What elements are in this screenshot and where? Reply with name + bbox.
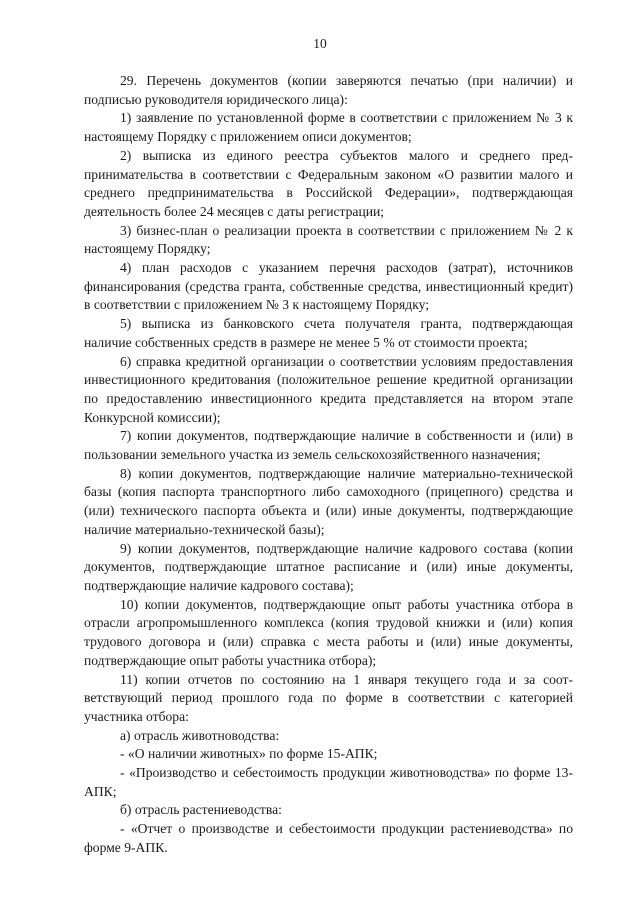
paragraph-item-6: 6) справка кредитной организации о соответствии условиям предоставления инвестиционного кредитования (положительное решение кредитной организации по предоставлению инвестиционного кредита представляется на втором этапе Конкурсной комиссии);	[84, 353, 573, 425]
paragraph-item-2: 2) выписка из единого реестра субъектов малого и среднего предпринимательства в соответствии с Федеральным законом «О развитии малого и среднего предпринимательства в Российской Федерации», подтверждающая деятельность более 24 месяцев с даты регистрации;	[84, 147, 573, 219]
paragraph-livestock: а) отрасль животноводства:	[120, 727, 280, 743]
paragraph-item-1: 1) заявление по установленной форме в соответствии с приложением № 3 к настоящему Порядку с приложением описи документов;	[84, 110, 573, 145]
document-body	[84, 72, 573, 858]
paragraph-item-5: 5) выписка из банковского счета получателя гранта, подтверждающая наличие собственных средств в размере не менее 5 % от стоимости проекта;	[84, 316, 573, 350]
paragraph-form-9-apk: - «Отчет о производстве и себестоимости продукции растениеводства» по форме 9-АПК.	[84, 821, 573, 855]
paragraph-item-4: 4) план расходов с указанием перечня расходов (затрат), источников финансирования (средства гранта, собственные средства, инвестиционный кредит) в соответствии с приложением № 3 к настоящему Порядку;	[84, 260, 573, 313]
paragraph-item-8: 8) копии документов, подтверждающие наличие материально-технической базы (копия паспорта транспортного либо самоходного (прицепного) средства и (или) технического паспорта объекта и (или) иные документы, подтверждающие наличие материально-технической базы);	[84, 465, 573, 537]
paragraph-crops: б) отрасль растениеводства:	[120, 802, 282, 818]
paragraph-form-13-apk: - «Производство и себестоимость продукции животноводства» по форме 13-АПК;	[84, 765, 573, 799]
paragraph-item-9: 9) копии документов, подтверждающие наличие кадрового состава (копии документов, подтверждающие штатное расписание и (или) иные документы, подтверждающие наличие кадрового состава);	[84, 540, 573, 593]
paragraph-item-10: 10) копии документов, подтверждающие опыт работы участника отбора в отрасли агропромышленного комплекса (копия трудовой книжки и (или) копия трудового договора и (или) справка с места работы и (или) иные документы, подтверждающие опыт работы участника отбора);	[84, 596, 573, 668]
paragraph-item-7: 7) копии документов, подтверждающие наличие в собственности и (или) в пользовании земельного участка из земель сельскохозяйственного назначения;	[84, 428, 573, 463]
paragraph-29-intro: 29. Перечень документов (копии заверяются печатью (при наличии) и подписью руководителя юридического лица):	[84, 73, 573, 107]
paragraph-form-15-apk: - «О наличии животных» по форме 15-АПК;	[120, 746, 378, 762]
paragraph-item-3: 3) бизнес-план о реализации проекта в соответствии с приложением № 2 к настоящему Порядку;	[84, 222, 573, 257]
paragraph-item-11: 11) копии отчетов по состоянию на 1 января текущего года и за соответствующий период прошлого года по форме в соответствии с категорией участника отбора:	[84, 671, 573, 724]
page-number: 10	[313, 36, 327, 51]
